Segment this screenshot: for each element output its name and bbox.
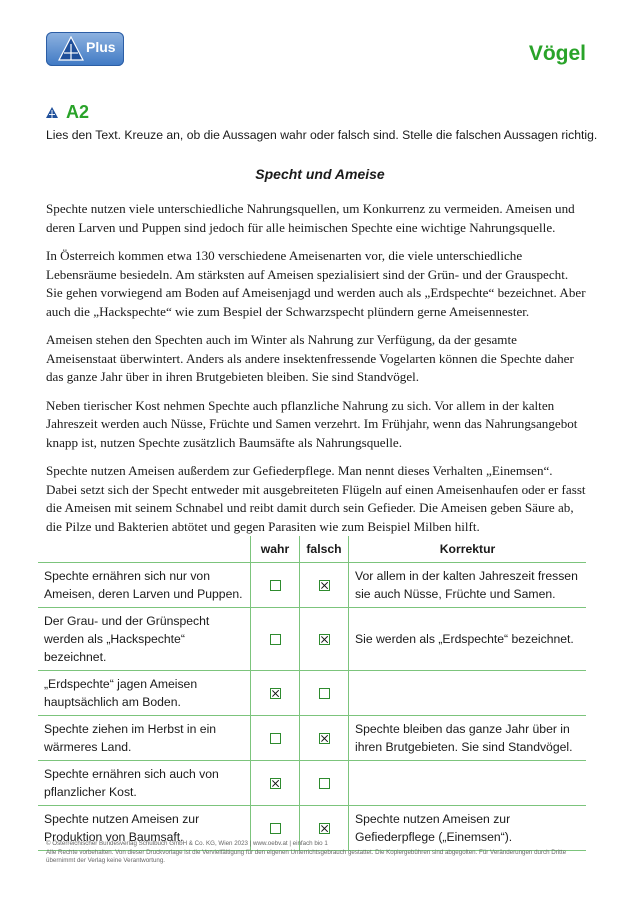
false-checkbox[interactable] [319,733,330,744]
false-checkbox[interactable] [319,823,330,834]
header-correction: Korrektur [349,536,587,563]
table-header-row [38,536,586,563]
false-checkbox-cell [300,563,349,608]
paragraph: In Österreich kommen etwa 130 verschiedene Ameisenarten vor, die viele unterschiedliche Lebensräume besiedeln. Am stärksten auf Ameisen spezialisiert sind der Grün- und der Grauspecht. Sie gehen vorwiegend am Boden auf Ameisenjagd und werden auch als „Erdspechte“ bezeichnet. Aber auch die „Hackspechte“ wie zum Bespiel der Schwarzspecht plündern gerne Ameisennester. [46,248,586,319]
false-checkbox[interactable] [319,688,330,699]
statement-cell: Spechte ernähren sich auch von pflanzlicher Kost. [38,761,251,806]
table-row [38,716,586,761]
true-checkbox-cell [251,563,300,608]
task-heading [46,102,89,123]
true-checkbox[interactable] [270,778,281,789]
true-false-table [38,536,586,851]
statement-cell: Der Grau- und der Grünspecht werden als „Hackspechte“ bezeichnet. [38,608,251,671]
false-checkbox-cell [300,761,349,806]
false-checkbox-cell [300,608,349,671]
reading-text [46,200,586,546]
triangle-marker-icon [46,107,58,118]
paragraph: Neben tierischer Kost nehmen Spechte auch pflanzliche Nahrung zu sich. Vor allem in der kalten Jahreszeit werden auch Nüsse, Früchte und Samen verzehrt. Im Frühjahr, wenn das Nahrungsangebot knapp ist, nutzen Spechte zusätzlich Baumsäfte als Nahrungsquelle. [46,397,578,450]
footer-copyright: © Österreichischer Bundesverlag Schulbuch GmbH & Co. KG, Wien 2023 | www.oebv.at | einfach bio 1 [46,840,328,847]
text-title: Specht und Ameise [255,166,385,182]
table-row [38,671,586,716]
correction-cell [349,671,587,716]
table-row [38,563,586,608]
statement-cell: Spechte ernähren sich nur von Ameisen, deren Larven und Puppen. [38,563,251,608]
true-checkbox-cell [251,671,300,716]
true-checkbox-cell [251,716,300,761]
statement-cell: Spechte ziehen im Herbst in ein wärmeres Land. [38,716,251,761]
table-row [38,608,586,671]
header-false: falsch [300,536,349,563]
correction-cell: Sie werden als „Erdspechte“ bezeichnet. [349,608,587,671]
true-checkbox[interactable] [270,634,281,645]
false-checkbox[interactable] [319,634,330,645]
plus-logo [46,32,124,66]
correction-cell [349,761,587,806]
correction-cell: Spechte nutzen Ameisen zur Gefiederpflege („Einemsen“). [349,806,587,851]
true-checkbox[interactable] [270,823,281,834]
correction-cell: Vor allem in der kalten Jahreszeit fressen sie auch Nüsse, Früchte und Samen. [349,563,587,608]
header-statement [38,536,251,563]
footer-rights: Alle Rechte vorbehalten. Von dieser Druckvorlage ist die Vervielfältigung für den eigenen Unterrichtsgebrauch gestattet. Die Kopiergebühren sind abgegolten. Für Veränderungen durch Dritte übernimmt der Verlag keine Verantwortung. [46,848,567,864]
false-checkbox[interactable] [319,778,330,789]
paragraph: Ameisen stehen den Spechten auch im Winter als Nahrung zur Verfügung, da der gesamte Ameisenstaat überwintert. Anders als andere insektenfressende Vogelarten können die Spechte daher das ganze Jahr über in ihren Brutgebieten bleiben. Sie sind Standvögel. [46,332,574,384]
footer [46,840,586,866]
true-checkbox-cell [251,761,300,806]
true-checkbox[interactable] [270,580,281,591]
triangle-logo-icon [58,36,84,62]
logo-text: Plus [86,39,116,55]
paragraph: Spechte nutzen viele unterschiedliche Nahrungsquellen, um Konkurrenz zu vermeiden. Ameisen und deren Larven und Puppen sind jedoch für alle heimischen Spechte eine wichtige Nahrungsquelle. [46,201,575,235]
statement-cell: „Erdspechte“ jagen Ameisen hauptsächlich am Boden. [38,671,251,716]
false-checkbox-cell [300,671,349,716]
header-true: wahr [251,536,300,563]
task-instruction: Lies den Text. Kreuze an, ob die Aussagen wahr oder falsch sind. Stelle die falschen Aussagen richtig. [46,128,598,142]
task-code: A2 [66,102,90,122]
table-row [38,761,586,806]
correction-cell: Spechte bleiben das ganze Jahr über in ihren Brutgebieten. Sie sind Standvögel. [349,716,587,761]
false-checkbox[interactable] [319,580,330,591]
paragraph: Spechte nutzen Ameisen außerdem zur Gefiederpflege. Man nennt dieses Verhalten „Einemsen“. Dabei setzt sich der Specht entweder mit ausgebreiteten Flügeln auf einen Ameisenhaufen oder er fasst die Ameisen mit seinem Schnabel und reibt damit durch sein Gefieder. Die Ameisen geben Säure ab, die Pilze und Bakterien abtötet und gegen Parasiten wie zum Beispiel Milben hilft. [46,463,586,534]
subject-title: Vögel [528,42,586,65]
true-checkbox-cell [251,608,300,671]
statement-cell: Spechte nutzen Ameisen zur Produktion von Baumsaft. [38,806,251,851]
true-checkbox[interactable] [270,688,281,699]
false-checkbox-cell [300,716,349,761]
true-checkbox[interactable] [270,733,281,744]
